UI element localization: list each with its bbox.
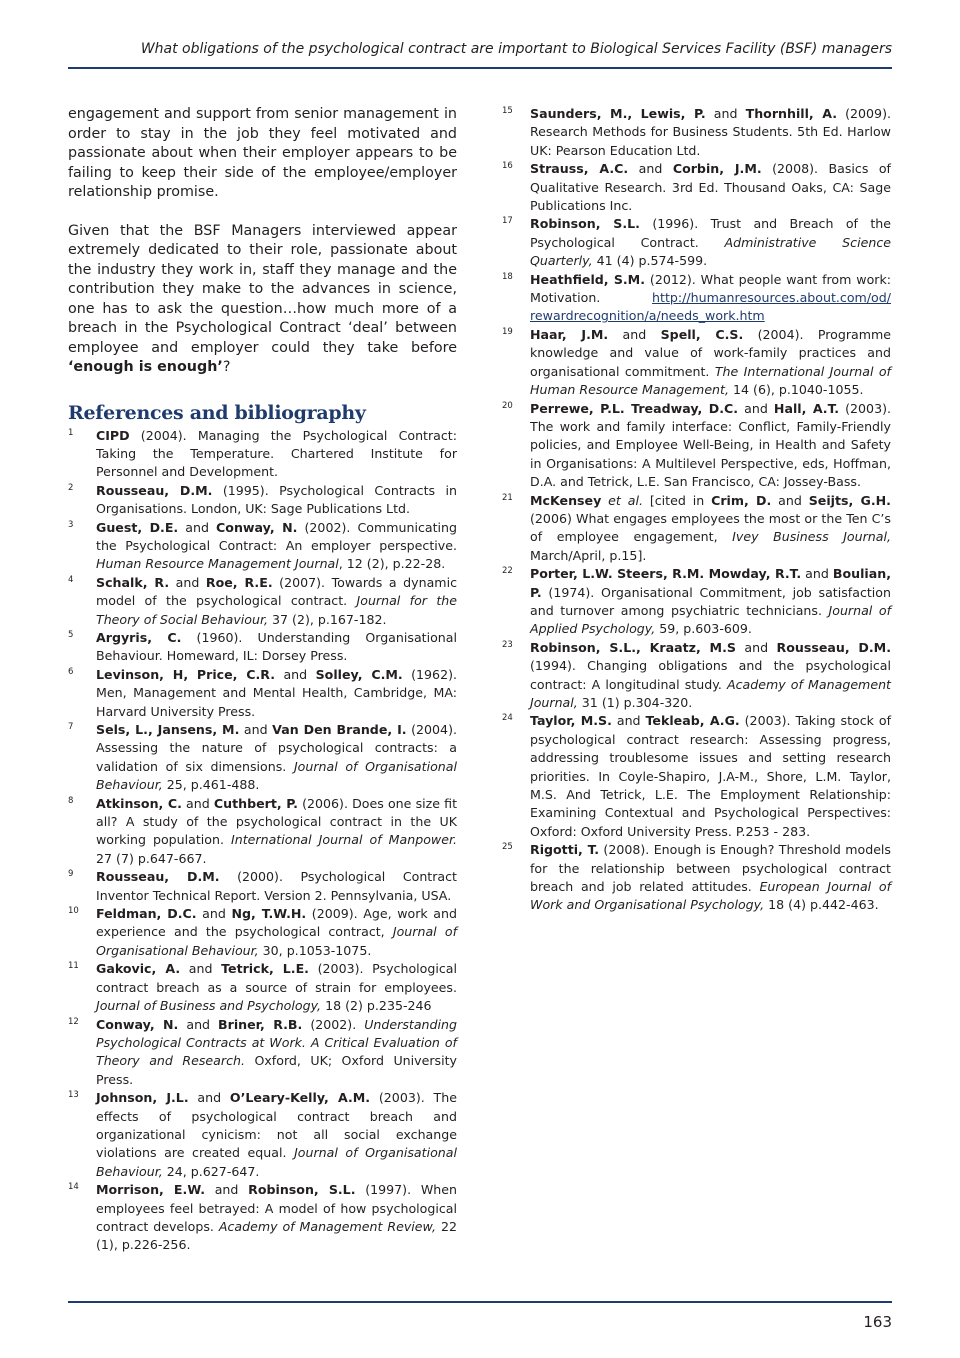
reference-list-left [68, 427, 457, 1255]
page-number: 163 [863, 1313, 892, 1331]
reference-item [68, 574, 457, 629]
reference-item [502, 400, 891, 492]
reference-item [502, 565, 891, 639]
paragraph-2-emphasis: ‘enough is enough’ [68, 359, 223, 375]
reference-number: 1 [68, 427, 74, 438]
reference-item [68, 1016, 457, 1090]
footer-rule [68, 1301, 892, 1303]
reference-number: 25 [502, 842, 513, 853]
reference-number: 22 [502, 566, 513, 577]
reference-text: Heathfield, S.M. (2012). What people want from work: Motivation. http://humanresources.about.com/od/ rewardrecognition/a/needs_work.htm [530, 271, 891, 324]
reference-text: Morrison, E.W. and Robinson, S.L. (1997). When employees feel betrayed: A model of how psychological contract develops. Academy of Management Review, 22 (1), p.226-256. [96, 1182, 457, 1253]
paragraph-2-text: Given that the BSF Managers interviewed appear extremely dedicated to their role, passionate about the industry they work in, staff they manage and the contribution they make to the advances in science, one has to ask the question…how much more of a breach in the Psychological Contract ‘deal’ between employee and employer could they take before [68, 222, 457, 356]
reference-item [68, 795, 457, 869]
reference-number: 24 [502, 713, 513, 724]
reference-number: 18 [502, 271, 513, 282]
reference-item [502, 215, 891, 270]
reference-number: 4 [68, 574, 74, 585]
reference-item [68, 960, 457, 1015]
references-heading: References and bibliography [68, 401, 366, 424]
reference-number: 11 [68, 961, 79, 972]
reference-text: Taylor, M.S. and Tekleab, A.G. (2003). Taking stock of psychological contract research: Assessing progress, addressing troublesome issues and setting research priorities. In Coyle-Shapiro, J.A-M., Shore, L.M. Taylor, M.S. And Tetrick, L.E. The Employment Relationship: Examining Contextual and Psychological Perspectives: Oxford: Oxford University Press. P.253 - 283. [530, 713, 892, 839]
reference-number: 10 [68, 906, 79, 917]
reference-text: Feldman, D.C. and Ng, T.W.H. (2009). Age, work and experience and the psychological contract, Journal of Organisational Behaviour, 30, p.1053-1075. [96, 906, 457, 958]
right-column [502, 105, 891, 915]
reference-item [68, 482, 457, 519]
reference-number: 3 [68, 519, 74, 530]
reference-text: Robinson, S.L. (1996). Trust and Breach of the Psychological Contract. Administrative Science Quarterly, 41 (4) p.574-599. [530, 216, 892, 269]
reference-text: Rousseau, D.M. (1995). Psychological Contracts in Organisations. London, UK: Sage Publications Ltd. [96, 482, 457, 517]
reference-number: 5 [68, 629, 74, 640]
reference-item [502, 105, 891, 160]
reference-number: 7 [68, 722, 74, 732]
reference-item [68, 519, 457, 574]
reference-item [502, 841, 891, 915]
reference-number: 23 [502, 639, 513, 650]
reference-item [68, 1089, 457, 1181]
reference-item [68, 629, 457, 666]
reference-text: Atkinson, C. and Cuthbert, P. (2006). Does one size fit all? A study of the psychological contract in the UK working population. International Journal of Manpower. 27 (7) p.647-667. [96, 795, 458, 866]
reference-number: 20 [502, 400, 513, 411]
reference-number: 17 [502, 216, 513, 227]
paragraph-2-end: ? [222, 359, 231, 375]
reference-item [68, 427, 457, 482]
reference-number: 2 [68, 482, 74, 493]
reference-number: 12 [68, 1016, 79, 1027]
reference-number: 14 [68, 1182, 79, 1193]
reference-text: Conway, N. and Briner, R.B. (2002). Understanding Psychological Contracts at Work. A Critical Evaluation of Theory and Research. Oxford, UK; Oxford University Press. [96, 1016, 457, 1087]
reference-text: Porter, L.W. Steers, R.M. Mowday, R.T. and Boulian, P. (1974). Organisational Commitment, job satisfaction and turnover among psychiatric technicians. Journal of Applied Psychology, 59, p.603-609. [530, 566, 892, 637]
left-column [68, 105, 457, 1255]
reference-item [502, 492, 891, 566]
reference-number: 21 [502, 492, 513, 503]
reference-item [502, 160, 891, 215]
reference-list-right [502, 105, 891, 915]
reference-text: Schalk, R. and Roe, R.E. (2007). Towards a dynamic model of the psychological contract. Journal for the Theory of Social Behaviour, 37 (2), p.167-182. [96, 574, 457, 627]
reference-number: 8 [68, 795, 74, 806]
reference-item [68, 721, 457, 795]
reference-item [502, 639, 891, 713]
reference-number: 13 [68, 1090, 79, 1101]
reference-text: Saunders, M., Lewis, P. and Thornhill, A. (2009). Research Methods for Business Students. 5th Ed. Harlow UK: Pearson Education Ltd. [530, 106, 891, 158]
reference-text: Levinson, H, Price, C.R. and Solley, C.M. (1962). Men, Management and Mental Health, Cambridge, MA: Harvard University Press. [96, 666, 458, 719]
reference-text: McKensey et al. [cited in Crim, D. and Seijts, G.H. (2006) What engages employees the most or the Ten C’s of employee engagement, Ivey Business Journal, March/April, p.15]. [530, 492, 891, 563]
reference-item [68, 905, 457, 960]
reference-text: Argyris, C. (1960). Understanding Organisational Behaviour. Homeward, IL: Dorsey Press. [96, 629, 458, 664]
reference-item [502, 271, 891, 326]
reference-text: Strauss, A.C. and Corbin, J.M. (2008). Basics of Qualitative Research. 3rd Ed. Thousand Oaks, CA: Sage Publications Inc. [530, 161, 891, 214]
header-rule [68, 67, 892, 69]
reference-text: Sels, L., Jansens, M. and Van Den Brande, I. (2004). Assessing the nature of psychological contracts: a validation of six dimensions. Journal of Organisational Behaviour, 25, p.461-488. [96, 722, 457, 793]
reference-text: Robinson, S.L., Kraatz, M.S and Rousseau, D.M. (1994). Changing obligations and the psychological contract: A longitudinal study. Academy of Management Journal, 31 (1) p.304-320. [530, 639, 891, 710]
reference-number: 9 [68, 869, 74, 880]
reference-text: Rigotti, T. (2008). Enough is Enough? Threshold models for the relationship between psychological contract breach and job related attitudes. European Journal of Work and Organisational Psychology, 18 (4) p.442-463. [530, 842, 891, 913]
reference-item [68, 868, 457, 905]
reference-item [68, 1181, 457, 1255]
reference-item [68, 666, 457, 721]
body-paragraph-2 [68, 222, 457, 378]
reference-text: Perrewe, P.L. Treadway, D.C. and Hall, A.T. (2003). The work and family interface: Conflict, Family-Friendly policies, and Employee Well-Being, in Health and Safety in Organisations: A Multilevel Perspective, eds, Hoffman, D.A. and Tetrick, L.E. San Francisco, CA: Jossey-Bass. [530, 400, 891, 490]
reference-number: 19 [502, 326, 513, 337]
running-title: What obligations of the psychological contract are important to Biological Services Facility (BSF) managers [140, 41, 892, 57]
reference-number: 15 [502, 106, 513, 116]
reference-text: CIPD (2004). Managing the Psychological Contract: Taking the Temperature. Chartered Institute for Personnel and Development. [96, 427, 457, 480]
reference-link[interactable]: http://humanresources.about.com/od/ rewardrecognition/a/needs_work.htm [530, 290, 891, 324]
reference-item [502, 712, 891, 841]
reference-number: 6 [68, 666, 74, 677]
reference-number: 16 [502, 161, 513, 172]
body-paragraph-1: engagement and support from senior management in order to stay in the job they feel motivated and passionate about when their employer appears to be failing to keep their side of the employee/employer relationship promise. [68, 106, 457, 200]
reference-text: Guest, D.E. and Conway, N. (2002). Communicating the Psychological Contract: An employer perspective. Human Resource Management Journal, 12 (2), p.22-28. [96, 519, 457, 572]
reference-text: Rousseau, D.M. (2000). Psychological Contract Inventor Technical Report. Version 2. Pennsylvania, USA. [96, 869, 457, 903]
reference-text: Johnson, J.L. and O’Leary-Kelly, A.M. (2003). The effects of psychological contract breach and organizational cynicism: not all social exchange violations are created equal. Journal of Organisational Behaviour, 24, p.627-647. [96, 1090, 457, 1179]
reference-text: Gakovic, A. and Tetrick, L.E. (2003). Psychological contract breach as a source of strain for employees. Journal of Business and Psychology, 18 (2) p.235-246 [96, 961, 458, 1014]
reference-item [502, 326, 891, 400]
reference-text: Haar, J.M. and Spell, C.S. (2004). Programme knowledge and value of work-family practices and organisational commitment. The International Journal of Human Resource Management, 14 (6), p.1040-1055. [530, 326, 891, 398]
